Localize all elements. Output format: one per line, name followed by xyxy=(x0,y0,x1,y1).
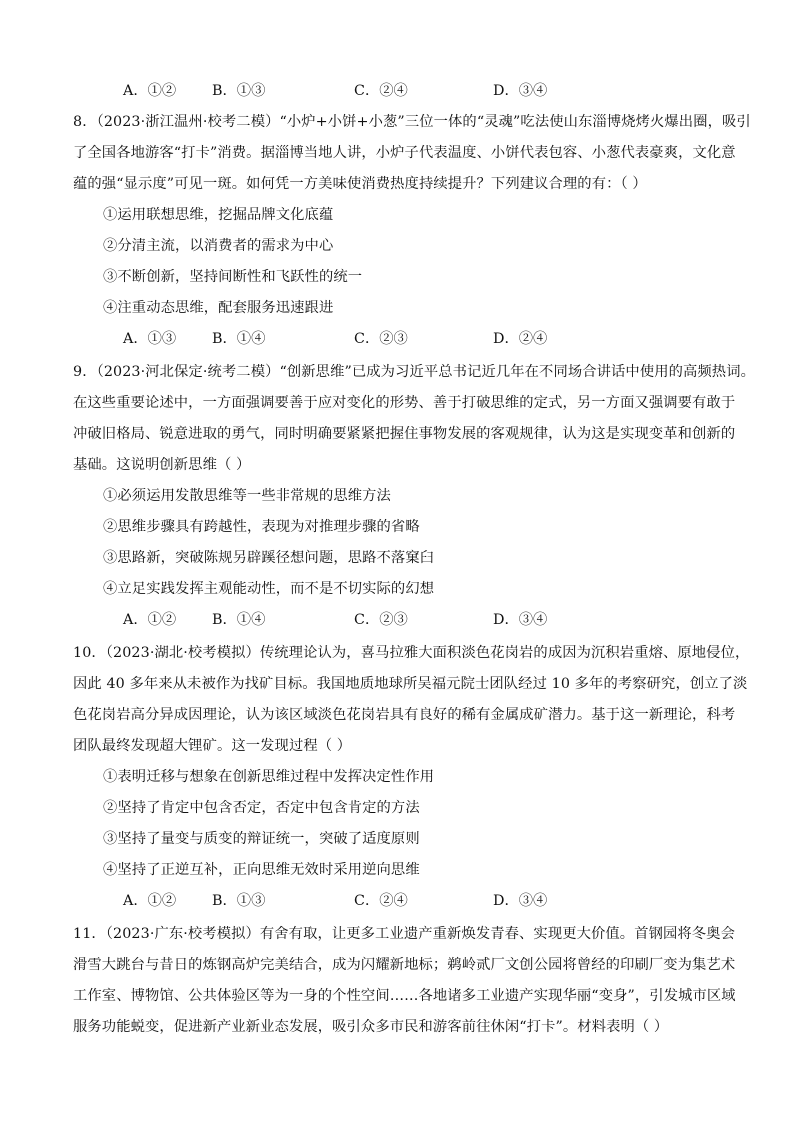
q10-stem-line-2: 因此 40 多年来从未被作为找矿目标。我国地质地球所吴福元院士团队经过 10 多年的考察研究，创立了淡 xyxy=(73,676,748,692)
option-b: B．①④ xyxy=(212,612,266,628)
q11-stem-line-2: 滑雪大跳台与昔日的炼钢高炉完美结合，成为闪耀新地标；鹈岭贰厂文创公园将曾经的印刷厂变为集艺术 xyxy=(73,957,736,973)
q10-item-1: ①表明迁移与想象在创新思维过程中发挥决定性作用 xyxy=(103,769,435,785)
option-d: D．③④ xyxy=(493,612,548,628)
option-c: C．②③ xyxy=(354,331,408,347)
q9-item-4: ④立足实践发挥主观能动性，而不是不切实际的幻想 xyxy=(103,581,435,597)
option-a: A．①③ xyxy=(123,331,177,347)
q9-stem-line-2: 在这些重要论述中，一方面强调要善于应对变化的形势、善于打破思维的定式，另一方面又强调要有敢于 xyxy=(73,395,736,411)
option-b: B．①③ xyxy=(212,893,266,909)
q9-item-2: ②思维步骤具有跨越性，表现为对推理步骤的省略 xyxy=(103,519,420,535)
q10-stem-line-1: 10．（2023·湖北·校考模拟）传统理论认为，喜马拉雅大面积淡色花岗岩的成因为沉积岩重熔、原地侵位， xyxy=(73,645,750,661)
q11-stem-line-1: 11．（2023·广东·校考模拟）有舍有取，让更多工业遗产重新焕发青春、实现更大价值。首钢园将冬奥会 xyxy=(73,926,735,942)
q10-item-4: ④坚持了正逆互补，正向思维无效时采用逆向思维 xyxy=(103,862,420,878)
q9-item-1: ①必须运用发散思维等一些非常规的思维方法 xyxy=(103,488,391,504)
q10-stem-line-4: 团队最终发现超大锂矿。这一发现过程（ ） xyxy=(73,738,352,754)
q11-stem-line-4: 服务功能蜕变，促进新产业新业态发展，吸引众多市民和游客前往休闲“打卡”。材料表明（ ） xyxy=(73,1019,669,1035)
q10-item-2: ②坚持了肯定中包含否定，否定中包含肯定的方法 xyxy=(103,800,420,816)
q8-stem-line-3: 蕴的强“显示度”可见一斑。如何凭一方美味使消费热度持续提升？下列建议合理的有：（ ） xyxy=(73,176,647,192)
option-b: B．①③ xyxy=(212,83,266,99)
option-c: C．②④ xyxy=(354,83,408,99)
q9-stem-line-3: 冲破旧格局、锐意进取的勇气，同时明确要紧紧把握住事物发展的客观规律，认为这是实现变革和创新的 xyxy=(73,426,736,442)
option-d: D．②④ xyxy=(493,331,548,347)
q8-item-3: ③不断创新，坚持间断性和飞跃性的统一 xyxy=(103,269,363,285)
q8-item-4: ④注重动态思维，配套服务迅速跟进 xyxy=(103,300,334,316)
q10-stem-line-3: 色花岗岩高分异成因理论，认为该区域淡色花岗岩具有良好的稀有金属成矿潜力。基于这一新理论，科考 xyxy=(73,707,736,723)
q9-stem-line-4: 基础。这说明创新思维（ ） xyxy=(73,457,251,473)
option-a: A．①② xyxy=(123,83,177,99)
q9-stem-line-1: 9．（2023·河北保定·统考二模）“创新思维”已成为习近平总书记近几年在不同场合讲话中使用的高频热词。 xyxy=(73,364,755,380)
option-a: A．①② xyxy=(123,893,177,909)
option-a: A．①② xyxy=(123,612,177,628)
q8-stem-line-1: 8．（2023·浙江温州·校考二模）“小炉+小饼+小葱”三位一体的“灵魂”吃法使山东淄博烧烤火爆出圈，吸引 xyxy=(73,114,751,130)
q8-item-1: ①运用联想思维，挖掘品牌文化底蕴 xyxy=(103,207,334,223)
q10-item-3: ③坚持了量变与质变的辩证统一，突破了适度原则 xyxy=(103,831,420,847)
option-d: D．③④ xyxy=(493,893,548,909)
q8-item-2: ②分清主流，以消费者的需求为中心 xyxy=(103,238,334,254)
q9-item-3: ③思路新，突破陈规另辟蹊径想问题，思路不落窠臼 xyxy=(103,550,435,566)
option-d: D．③④ xyxy=(493,83,548,99)
q8-stem-line-2: 了全国各地游客“打卡”消费。据淄博当地人讲，小炉子代表温度、小饼代表包容、小葱代表豪爽，文化意 xyxy=(73,145,736,161)
option-c: C．②④ xyxy=(354,893,408,909)
option-b: B．①④ xyxy=(212,331,266,347)
q11-stem-line-3: 工作室、博物馆、公共体验区等为一身的个性空间……各地诸多工业遗产实现华丽“变身”，引发城市区域 xyxy=(73,988,736,1004)
option-c: C．②③ xyxy=(354,612,408,628)
